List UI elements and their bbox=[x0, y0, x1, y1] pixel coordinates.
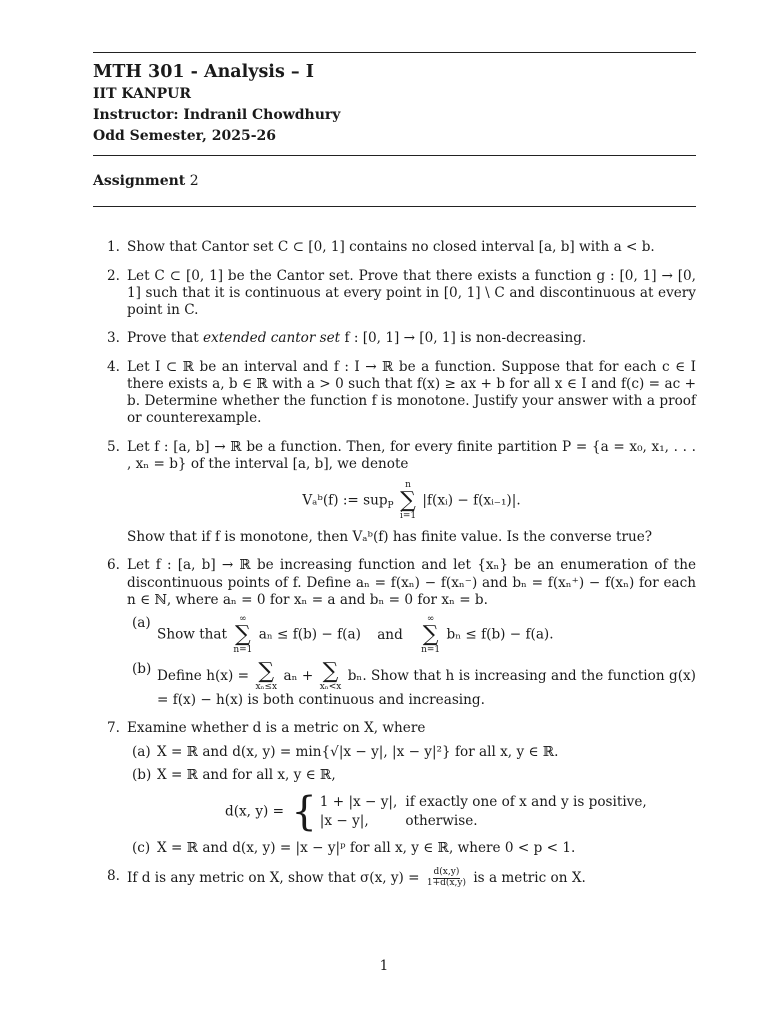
sup-subscript: P bbox=[387, 501, 394, 512]
sum-upper: n bbox=[405, 480, 411, 491]
problem-7 bbox=[93, 720, 696, 857]
problem-number: 1. bbox=[107, 239, 120, 256]
case-row bbox=[320, 812, 655, 831]
sum-lower: xₙ<x bbox=[319, 682, 342, 693]
sum-lower: n=1 bbox=[421, 645, 441, 656]
subproblem-text: X = ℝ and for all x, y ∈ ℝ, bbox=[157, 766, 336, 783]
sigma-symbol: ∑ bbox=[422, 622, 439, 648]
subproblem-list bbox=[127, 744, 696, 858]
sigma-symbol: ∑ bbox=[322, 659, 339, 685]
problem-number: 4. bbox=[107, 358, 120, 375]
problem-list bbox=[93, 239, 696, 889]
problem-number: 3. bbox=[107, 330, 120, 347]
problem-text-pre: Prove that bbox=[127, 330, 203, 347]
subproblem-list bbox=[127, 615, 696, 709]
subproblem-text: X = ℝ and d(x, y) = |x − y|ᵖ for all x, y ∈ ℝ, where 0 < p < 1. bbox=[157, 840, 576, 857]
subproblem-text: Show that bbox=[157, 626, 227, 643]
problem-8 bbox=[93, 868, 696, 889]
case-row bbox=[320, 793, 655, 812]
subproblem-label: (a) bbox=[132, 615, 151, 632]
problem-3 bbox=[93, 330, 696, 347]
problem-text: Let I ⊂ ℝ be an interval and f : I → ℝ be a function. Suppose that for each c ∈ I there exists a, b ∈ ℝ with a > 0 such that f(x) ≥ ax + b for all x ∈ I and f(c) = ac + b. Determine whether the function f is monotone. Justify your answer with a proof or counterexample. bbox=[127, 358, 696, 427]
problem-text: Let C ⊂ [0, 1] be the Cantor set. Prove that there exists a function g : [0, 1] → [0, 1] such that it is continuous at every point in [0, 1] \ C and discontinuous at every point in C. bbox=[127, 267, 696, 319]
subproblem-label: (a) bbox=[132, 743, 151, 760]
problem-number: 8. bbox=[107, 868, 120, 885]
subproblem-text: Define h(x) = bbox=[157, 668, 250, 685]
instructor: Instructor: Indranil Chowdhury bbox=[93, 106, 341, 123]
subproblem-b bbox=[127, 766, 696, 836]
assignment-page bbox=[93, 52, 696, 900]
assignment-number: 2 bbox=[189, 172, 199, 189]
institute: IIT KANPUR bbox=[93, 86, 192, 103]
summation bbox=[255, 661, 277, 692]
problem-text: Let f : [a, b] → ℝ be increasing function and let {xₙ} be an enumeration of the discontinuous points of f. Define aₙ = f(xₙ) − f(xₙ⁻) and bₙ = f(xₙ⁺) − f(xₙ) for each n ∈ ℕ, where aₙ = 0 for xₙ = a and bₙ = 0 for xₙ = b. bbox=[127, 557, 696, 608]
course-title: MTH 301 - Analysis – I bbox=[93, 62, 314, 82]
problem-text: Let f : [a, b] → ℝ be a function. Then, for every finite partition P = {a = x₀, x₁, . . . , xₙ = b} of the interval [a, b], we denote bbox=[127, 438, 696, 472]
sigma-symbol: ∑ bbox=[258, 659, 275, 685]
summation bbox=[400, 481, 416, 521]
piecewise-formula bbox=[157, 789, 696, 836]
inequality-left: aₙ ≤ f(b) − f(a) bbox=[258, 626, 361, 643]
problem-number: 7. bbox=[107, 720, 120, 737]
subproblem-a bbox=[127, 615, 696, 655]
sigma-symbol: ∑ bbox=[235, 622, 251, 648]
sum-upper: ∞ bbox=[426, 614, 435, 625]
summation bbox=[233, 615, 252, 655]
problem-6 bbox=[93, 557, 696, 709]
problem-1 bbox=[93, 239, 696, 256]
problem-4 bbox=[93, 359, 696, 428]
assignment-label: Assignment bbox=[93, 172, 186, 189]
problem-number: 5. bbox=[107, 438, 120, 455]
problem-text: Show that Cantor set C ⊂ [0, 1] contains no closed interval [a, b] with a < b. bbox=[127, 239, 655, 256]
problem-text-pre: If d is any metric on X, show that σ(x, y) = bbox=[127, 870, 420, 887]
subproblem-a bbox=[127, 744, 696, 761]
sum-lower: xₙ≤x bbox=[255, 682, 278, 693]
subproblem-text: X = ℝ and d(x, y) = min{√|x − y|, |x − y|²} for all x, y ∈ ℝ. bbox=[157, 743, 559, 760]
subproblem-c bbox=[127, 840, 696, 857]
problem-text: Examine whether d is a metric on X, where bbox=[127, 720, 426, 737]
term-b: bₙ. Show that h is increasing and the function g(x) = f(x) − h(x) is both continuous and increasing. bbox=[157, 668, 696, 709]
fraction bbox=[427, 868, 466, 889]
summation bbox=[320, 661, 342, 692]
term-a: aₙ + bbox=[283, 668, 314, 685]
subproblem-b bbox=[127, 661, 696, 709]
cases-block bbox=[288, 789, 654, 836]
page-number: 1 bbox=[379, 958, 389, 974]
sigma-symbol: ∑ bbox=[400, 488, 416, 514]
problem-2 bbox=[93, 268, 696, 320]
problem-text-post: is a metric on X. bbox=[473, 870, 586, 887]
sum-upper: ∞ bbox=[239, 614, 247, 625]
inequality-right: bₙ ≤ f(b) − f(a). bbox=[446, 626, 554, 643]
piecewise-lhs: d(x, y) = bbox=[225, 803, 285, 820]
course-header bbox=[93, 53, 696, 155]
problem-text-emphasis: extended cantor set bbox=[202, 330, 341, 347]
assignment-title bbox=[93, 156, 696, 207]
fraction-numerator: d(x,y) bbox=[433, 867, 460, 878]
sum-lower: n=1 bbox=[233, 645, 253, 656]
sum-lower: i=1 bbox=[399, 511, 417, 522]
subproblem-label: (c) bbox=[132, 840, 151, 857]
fraction-denominator: 1+d(x,y) bbox=[426, 878, 466, 889]
subproblem-label: (b) bbox=[132, 661, 152, 678]
subproblem-label: (b) bbox=[132, 766, 152, 783]
problem-text-post: f : [0, 1] → [0, 1] is non-decreasing. bbox=[340, 330, 587, 347]
and-word: and bbox=[377, 626, 403, 643]
semester: Odd Semester, 2025-26 bbox=[93, 127, 277, 144]
formula-lhs: Vₐᵇ(f) := sup bbox=[302, 492, 388, 509]
problem-5 bbox=[93, 439, 696, 547]
case-condition: otherwise. bbox=[405, 813, 478, 830]
left-brace: { bbox=[291, 789, 317, 836]
assignment-rule bbox=[93, 206, 696, 207]
cases-table bbox=[320, 793, 655, 832]
formula-rhs: |f(xᵢ) − f(xᵢ₋₁)|. bbox=[422, 492, 521, 509]
problem-question: Show that if f is monotone, then Vₐᵇ(f) has finite value. Is the converse true? bbox=[127, 529, 653, 546]
summation bbox=[421, 615, 440, 655]
variation-formula bbox=[127, 481, 696, 521]
problem-number: 6. bbox=[107, 557, 120, 574]
case-value: 1 + |x − y|, bbox=[319, 793, 398, 810]
case-condition: if exactly one of x and y is positive, bbox=[405, 793, 647, 810]
problem-number: 2. bbox=[107, 267, 120, 284]
case-value: |x − y|, bbox=[319, 813, 369, 830]
